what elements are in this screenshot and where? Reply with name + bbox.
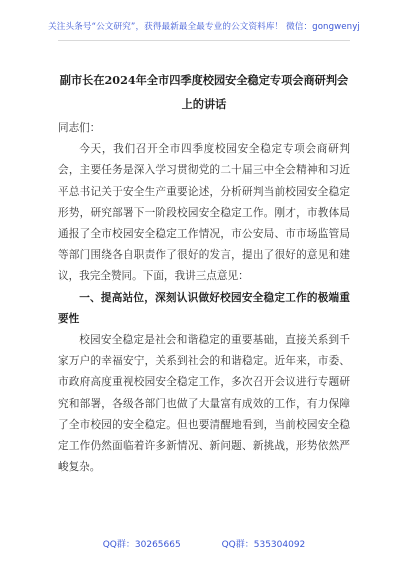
header-divider — [58, 40, 350, 41]
document-body — [58, 118, 350, 478]
title-line-2: 上的讲话 — [181, 97, 227, 111]
qq-group-1: QQ群：30265665 — [102, 540, 181, 550]
title-line-1: 副市长在2024年全市四季度校园安全稳定专项会商研判会 — [59, 73, 349, 87]
section-heading-1: 一、提高站位，深刻认识做好校园安全稳定工作的极端重要性 — [58, 291, 350, 325]
header-promo-note: 关注头条号“公文研究”，获得最新最全最专业的公文资料库！ 微信：gongwenyj — [48, 22, 360, 32]
salutation: 同志们： — [58, 122, 101, 134]
intro-paragraph: 今天，我们召开全市四季度校园安全稳定专项会商研判会，主要任务是深入学习贯彻党的二十届三中全会精神和习近平总书记关于安全生产重要论述，分析研判当前校园安全稳定形势，研究部署下一阶段校园安全稳定工作。刚才，市教体局通报了全市校园安全稳定工作情况，市公安局、市市场监管局等部门围绕各自职责作了很好的发言，提出了很好的意见和建议，我完全赞同。下面，我讲三点意见： — [58, 143, 350, 283]
footer-qq-groups — [0, 537, 408, 550]
qq-group-2: QQ群：535304092 — [221, 540, 306, 550]
section-1-paragraph: 校园安全稳定是社会和谐稳定的重要基础，直接关系到千家万户的幸福安宁，关系到社会的和谐稳定。近年来，市委、市政府高度重视校园安全稳定工作，多次召开会议进行专题研究和部署，各级各部门也做了大量富有成效的工作，有力保障了全市校园的安全稳定。但也要清醒地看到，当前校园安全稳定工作仍然面临着许多新情况、新问题、新挑战，形势依然严峻复杂。 — [58, 334, 350, 474]
document-title — [56, 68, 352, 116]
